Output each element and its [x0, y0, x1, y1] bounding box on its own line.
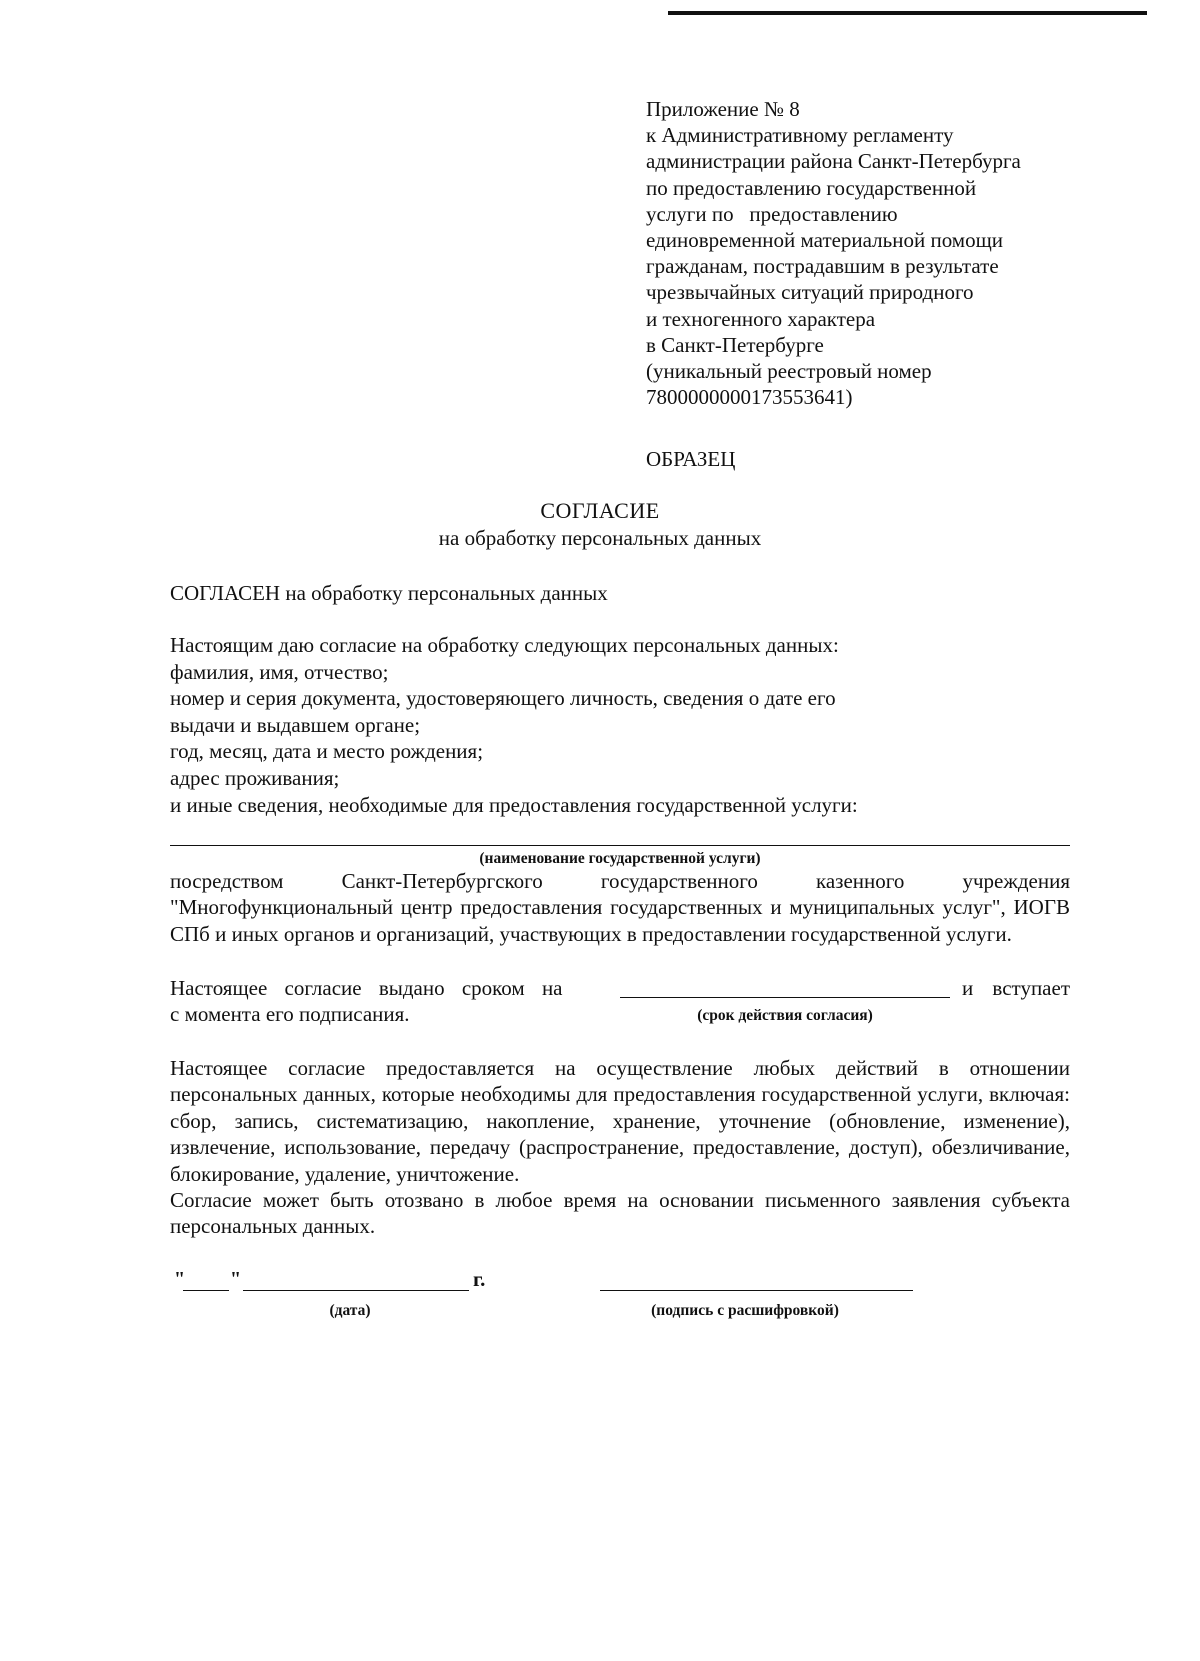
- appendix-line: единовременной материальной помощи: [646, 228, 1003, 253]
- service-name-caption: (наименование государственной услуги): [479, 850, 761, 867]
- via-paragraph: посредством Санкт-Петербургского государственного казенного учреждения "Многофункциональный центр предоставления государственных и муниципальных услуг", ИОГВ СПб и иных органов и организаций, участвующих в предоставлении государственной услуги.: [170, 869, 1070, 946]
- signature-field[interactable]: [600, 1290, 913, 1291]
- year-mark: г.: [473, 1267, 486, 1291]
- top-border-line: [668, 11, 1147, 15]
- consent-list-line: Настоящим даю согласие на обработку следующих персональных данных:: [170, 633, 839, 657]
- appendix-line: администрации района Санкт-Петербурга: [646, 149, 1021, 174]
- document-title: СОГЛАСИЕ: [540, 498, 660, 523]
- month-year-field[interactable]: [243, 1290, 469, 1291]
- appendix-line: 7800000000173553641): [646, 385, 853, 410]
- consent-list-line: адрес проживания;: [170, 765, 340, 790]
- appendix-line: чрезвычайных ситуаций природного: [646, 280, 974, 305]
- appendix-line: Приложение № 8: [646, 97, 800, 121]
- appendix-line: услуги по предоставлению: [646, 201, 898, 226]
- date-caption: (дата): [329, 1302, 371, 1319]
- consent-list-line: выдачи и выдавшем органе;: [170, 712, 421, 737]
- appendix-line: по предоставлению государственной: [646, 175, 977, 200]
- sample-label: ОБРАЗЕЦ: [646, 447, 736, 471]
- signature-row: [170, 1266, 1070, 1296]
- appendix-line: (уникальный реестровый номер: [646, 359, 932, 384]
- appendix-line: к Административному регламенту: [646, 123, 954, 148]
- term-suffix: и вступает: [961, 976, 1070, 1000]
- consent-list-line: номер и серия документа, удостоверяющего личность, сведения о дате его: [170, 686, 836, 711]
- actions-paragraph: Настоящее согласие предоставляется на осуществление любых действий в отношении персональных данных, которые необходимы для предоставления государственной услуги, включая: сбор, запись, систематизацию, накопление, хранение, уточнение (обновление, изменение), извлечение, использование, передачу (распространение, предоставление, доступ), обезличивание, блокирование, удаление, уничтожение.: [170, 1056, 1070, 1186]
- term-field[interactable]: [620, 997, 950, 998]
- service-name-field[interactable]: [170, 845, 1070, 846]
- consent-list-line: и иные сведения, необходимые для предоставления государственной услуги:: [170, 792, 858, 817]
- appendix-line: и техногенного характера: [646, 306, 876, 331]
- term-line2: с момента его подписания.: [170, 1002, 410, 1026]
- consent-data-list: [170, 632, 1070, 818]
- signature-caption: (подпись с расшифровкой): [651, 1302, 839, 1319]
- appendix-line: гражданам, пострадавшим в результате: [646, 254, 999, 279]
- day-field[interactable]: [183, 1290, 229, 1291]
- consent-list-line: фамилия, имя, отчество;: [170, 659, 389, 684]
- quote-close: ": [230, 1268, 242, 1290]
- agree-statement: СОГЛАСЕН на обработку персональных данных: [170, 581, 608, 605]
- revoke-paragraph: Согласие может быть отозвано в любое время на основании письменного заявления субъекта персональных данных.: [170, 1188, 1070, 1239]
- quote-open: ": [174, 1268, 186, 1290]
- consent-list-line: год, месяц, дата и место рождения;: [170, 739, 484, 764]
- term-caption: (срок действия согласия): [697, 1007, 873, 1024]
- document-subtitle: на обработку персональных данных: [438, 526, 762, 550]
- appendix-line: в Санкт-Петербурге: [646, 332, 824, 357]
- appendix-header: [646, 96, 1106, 410]
- term-prefix: Настоящее согласие выдано сроком на: [170, 976, 563, 1000]
